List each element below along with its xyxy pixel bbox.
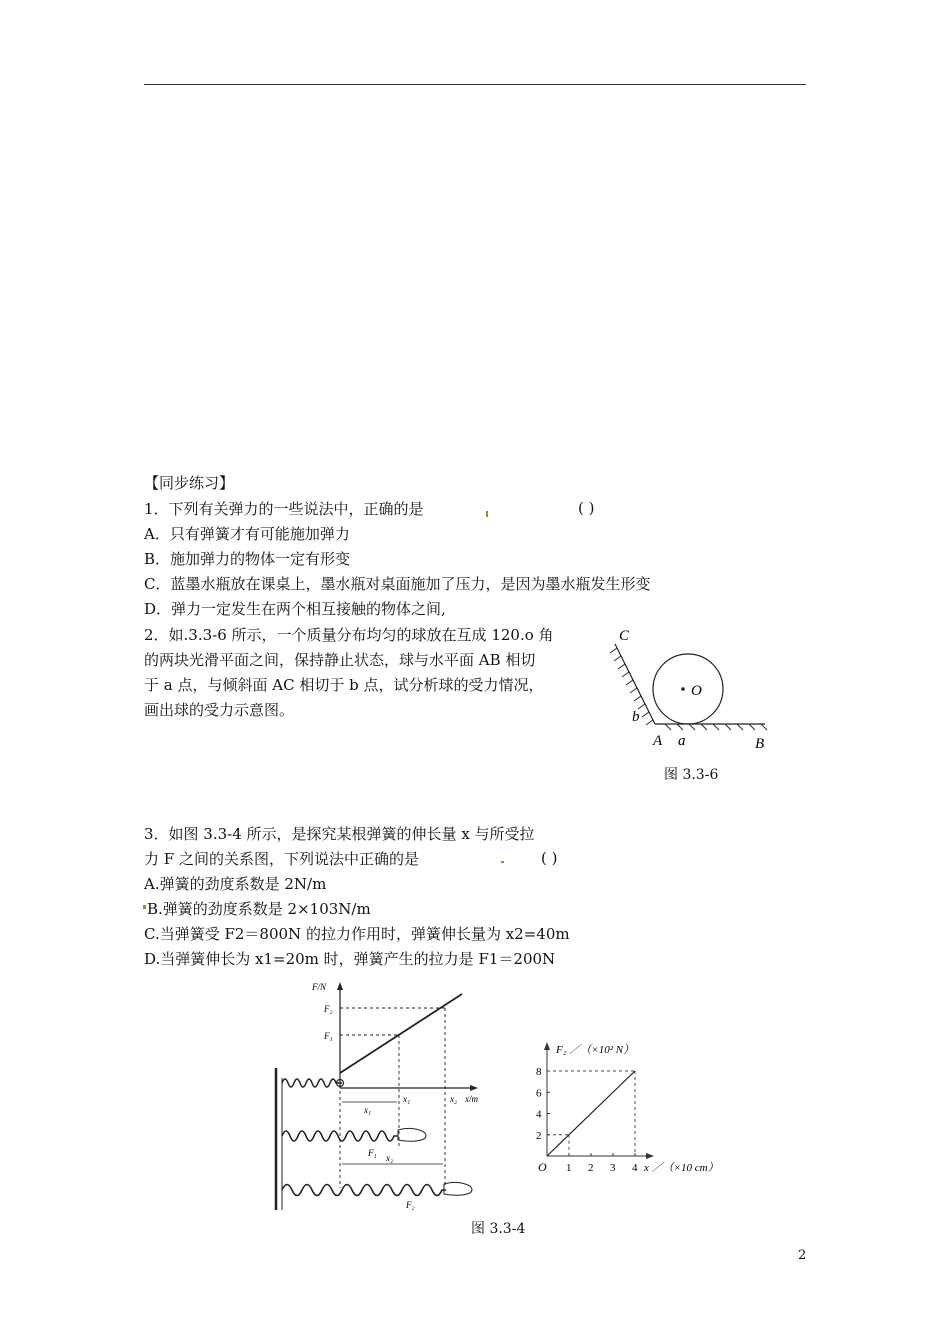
q3-option-d: D.当弹簧伸长为 x1=20m 时，弹簧产生的拉力是 F1＝200N <box>144 950 556 968</box>
y-tick-label-6: 6 <box>536 1087 542 1100</box>
figure-3-3-4-caption: 图 3.3-4 <box>471 1221 526 1237</box>
label-b: b <box>632 709 640 725</box>
q1-answer-paren: ( ) <box>578 499 595 517</box>
q1-stem: 1．下列有关弹力的一些说法中，正确的是 <box>144 500 424 518</box>
x1-tick: x₁ <box>403 1094 411 1104</box>
q2-line-2: 的两块光滑平面之间，保持静止状态，球与水平面 AB 相切 <box>144 651 536 669</box>
q3-option-c: C.当弹簧受 F2＝800N 的拉力作用时，弹簧伸长量为 x2=40m <box>144 925 570 943</box>
x-axis-label: x/m <box>465 1094 478 1104</box>
q3-line-1: 3．如图 3.3-4 所示，是探究某根弹簧的伸长量 x 与所受拉 <box>144 825 535 843</box>
chart-y-label: F₂ ／（×10² N） <box>556 1044 635 1056</box>
spring-f1-label: F₁ <box>368 1148 377 1158</box>
q1-option-a: A．只有弹簧才有可能施加弹力 <box>144 525 350 543</box>
page-number: 2 <box>798 1248 807 1263</box>
q2-line-4: 画出球的受力示意图。 <box>144 701 295 719</box>
chart-origin: O <box>538 1160 547 1174</box>
x-tick-label-2: 2 <box>588 1162 594 1174</box>
stray-mark <box>143 905 146 909</box>
chart-x-label: x ／（×10 cm） <box>644 1162 719 1174</box>
y-tick-label-2: 2 <box>536 1129 542 1142</box>
label-a-lower: a <box>678 733 686 749</box>
q2-line-3: 于 a 点，与倾斜面 AC 相切于 b 点，试分析球的受力情况， <box>144 676 544 694</box>
q3-option-b: B.弹簧的劲度系数是 2×103N/m <box>147 900 371 918</box>
x-tick-label-4: 4 <box>632 1162 638 1174</box>
spring-experiment-figure <box>268 978 498 1214</box>
label-b-upper: B <box>755 736 765 752</box>
figure-3-3-6 <box>590 620 780 755</box>
f2-tick: F₂ <box>324 1004 333 1014</box>
label-a-upper: A <box>653 733 663 749</box>
q1-option-b: B．施加弹力的物体一定有形变 <box>144 550 351 568</box>
spring-f2-label: F₂ <box>406 1200 415 1210</box>
y-axis-label: F/N <box>312 982 327 992</box>
label-c: C <box>619 628 630 644</box>
q3-answer-paren: ( ) <box>541 849 558 867</box>
fx-chart <box>532 1036 728 1176</box>
x1-span-label: x₁ <box>364 1105 372 1115</box>
x-tick-label-3: 3 <box>610 1162 616 1174</box>
stray-mark <box>501 861 504 863</box>
series-line <box>547 1071 635 1156</box>
header-rule <box>144 84 806 85</box>
section-title: 【同步练习】 <box>144 474 235 492</box>
q3-line-2: 力 F 之间的关系图，下列说法中正确的是 <box>144 850 419 868</box>
y-tick-label-4: 4 <box>536 1108 542 1121</box>
figure-3-3-6-caption: 图 3.3-6 <box>664 767 719 783</box>
label-o: O <box>691 683 702 699</box>
q2-line-1: 2．如.3.3-6 所示，一个质量分布均匀的球放在互成 120.o 角 <box>144 626 554 644</box>
x2-span-label: x₂ <box>386 1153 394 1163</box>
q3-option-a: A.弹簧的劲度系数是 2N/m <box>144 875 327 893</box>
q1-option-d: D．弹力一定发生在两个相互接触的物体之间, <box>144 600 446 618</box>
center-dot <box>681 687 685 691</box>
y-tick-label-8: 8 <box>536 1066 542 1078</box>
q1-option-c: C．蓝墨水瓶放在课桌上，墨水瓶对桌面施加了压力，是因为墨水瓶发生形变 <box>144 575 651 593</box>
x2-tick: x₂ <box>450 1094 458 1104</box>
stray-mark <box>486 511 488 517</box>
x-tick-label-1: 1 <box>566 1162 572 1174</box>
f1-tick: F₁ <box>324 1031 333 1041</box>
